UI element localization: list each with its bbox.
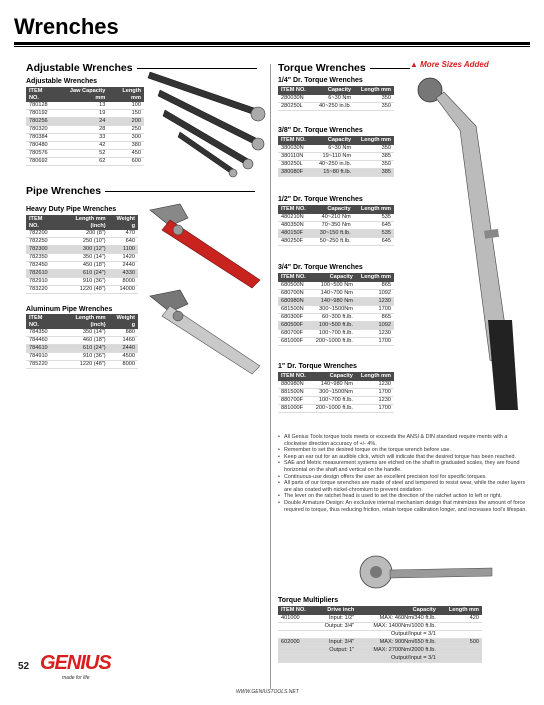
table-cell: 610 (24") [57, 345, 109, 353]
column-header: Capacity [312, 136, 354, 145]
table-cell: 780384 [26, 134, 57, 142]
table-cell: 782910 [26, 278, 57, 286]
torque-heading-text: Torque Wrenches [278, 62, 366, 74]
table-cell: 100~500 Nm [310, 282, 355, 290]
table-cell: 40~250 in.lb. [312, 160, 354, 168]
feature-list [278, 434, 528, 513]
table-cell: 2440 [109, 262, 138, 270]
table-cell: 1700 [356, 337, 394, 345]
table-cell: Output/Input = 3/1 [357, 654, 439, 662]
table-row [26, 254, 138, 262]
table-cell: 782350 [26, 254, 57, 262]
table-header [278, 606, 482, 615]
multiplier-table [278, 606, 482, 663]
table-row [278, 289, 394, 297]
column-header: ITEM NO. [26, 314, 57, 329]
table-row [278, 145, 394, 153]
t12-sub: 1/2" Dr. Torque Wrenches [278, 196, 363, 203]
table-cell: 782450 [26, 262, 57, 270]
feature-item: • All parts of our torque wrenches are made of steel and tempered to resist wear, while the outer layers are also coated with nickel-chromium to prevent oxidation. [278, 480, 528, 493]
table-cell: 40~210 Nm [312, 214, 353, 222]
table-row [26, 230, 138, 238]
column-header: ITEM NO. [278, 86, 312, 95]
table-cell: 350 [354, 160, 394, 168]
table-header [278, 372, 394, 381]
table-cell: 300~1500Nm [310, 388, 355, 396]
table-cell: 24 [57, 118, 109, 126]
table-row [278, 229, 394, 237]
table-row [26, 150, 144, 158]
table-row [26, 158, 144, 166]
table-cell [315, 654, 358, 662]
table-cell: 780692 [26, 158, 57, 166]
column-header: Weight g [109, 314, 138, 329]
adjustable-table [26, 87, 144, 166]
table-cell: MAX: 900Nm/650 ft.lb. [357, 638, 439, 646]
table-cell: 680700F [278, 329, 310, 337]
column-header: Length mm [354, 136, 394, 145]
table-cell: 250 (10") [57, 238, 109, 246]
table-row [278, 321, 394, 329]
table-cell: 150 [108, 110, 144, 118]
table-cell: 500 [439, 638, 482, 646]
table-row [26, 278, 138, 286]
table-cell: 535 [354, 214, 394, 222]
table-row [278, 396, 394, 404]
table-cell: 880980N [278, 381, 310, 389]
table-cell: 681500N [278, 305, 310, 313]
table-cell: 380080F [278, 168, 312, 176]
feature-item: • Remember to set the desired torque on the torque wrench before use. [278, 447, 528, 454]
column-header: Length mm (inch) [57, 314, 109, 329]
column-header: Length mm [354, 86, 394, 95]
column-header: ITEM NO. [278, 606, 315, 615]
table-cell: 1220 (48") [57, 361, 109, 369]
feature-item: • All Genius Tools torque tools meets or exceeds the ANSI & DIN standard require ments with a clockwise direction accuracy of +/- 4%. [278, 434, 528, 447]
column-header: ITEM NO. [278, 205, 312, 214]
table-row [26, 345, 138, 353]
column-header: Capacity [310, 372, 355, 381]
torque-heading [278, 62, 410, 74]
table-cell: 350 [354, 102, 394, 110]
column-header: ITEM NO. [278, 136, 312, 145]
page-number: 52 [18, 661, 30, 672]
table-cell: 460 (18") [57, 337, 109, 345]
table-cell: 1420 [109, 254, 138, 262]
table-cell: 19~110 Nm [312, 152, 354, 160]
table-cell: 30~150 ft.lb. [312, 229, 353, 237]
table-cell: 100~700 ft.lb. [310, 396, 355, 404]
table-cell: 784610 [26, 345, 57, 353]
table-cell: 610 (24") [57, 270, 109, 278]
table-cell: 782200 [26, 230, 57, 238]
table-cell: 600 [108, 158, 144, 166]
table-cell: 350 [354, 95, 394, 103]
table-cell [315, 630, 358, 638]
table-row [26, 118, 144, 126]
table-cell: 910 (36") [57, 353, 109, 361]
table-cell: 300~1500Nm [310, 305, 355, 313]
table-cell: MAX: 2700Nm/2000 ft.lb. [357, 646, 439, 654]
column-header: Capacity [312, 205, 353, 214]
column-header: Weight g [109, 215, 138, 230]
table-cell: 380110N [278, 152, 312, 160]
column-header: ITEM NO. [278, 372, 310, 381]
table-cell: 1700 [356, 305, 394, 313]
torque-34-table [278, 273, 394, 346]
pipe-heading [26, 185, 255, 197]
table-cell: 4330 [109, 270, 138, 278]
table-header [26, 87, 144, 102]
torque-14-table [278, 86, 394, 111]
table-cell: 782300 [26, 246, 57, 254]
table-row [26, 246, 138, 254]
table-row [278, 615, 482, 623]
table-row [278, 630, 482, 638]
column-header: Length mm [439, 606, 482, 615]
table-cell: 602000 [278, 638, 315, 646]
column-header: Capacity [357, 606, 439, 615]
table-cell: 100~700 ft.lb. [310, 329, 355, 337]
table-cell: 1230 [356, 381, 394, 389]
table-row [26, 353, 138, 361]
table-cell: 680500N [278, 282, 310, 290]
column-header: Capacity [312, 86, 354, 95]
table-cell: 6~30 Nm [312, 95, 354, 103]
adjustable-wrench-illustration [140, 60, 270, 180]
column-header: Length mm (inch) [57, 215, 109, 230]
column-header: Capacity [310, 273, 355, 282]
table-header [278, 205, 394, 214]
table-cell: 140~980 Nm [310, 381, 355, 389]
table-cell: 8000 [109, 278, 138, 286]
table-cell: 1092 [356, 289, 394, 297]
table-row [278, 381, 394, 389]
table-cell: 535 [354, 229, 394, 237]
table-row [278, 305, 394, 313]
feature-item: • SAE and Metric measurement systems are etched on the shaft in graduated scales, they are found horizontal on the shaft and vertical on the handle. [278, 460, 528, 473]
table-row [278, 313, 394, 321]
column-header: ITEM NO. [278, 273, 310, 282]
table-cell: Output/Input = 3/1 [357, 630, 439, 638]
table-row [26, 262, 138, 270]
pipe-heading-text: Pipe Wrenches [26, 185, 102, 197]
table-header [278, 136, 394, 145]
aluminum-pipe-wrench-illustration [140, 286, 268, 376]
torque-12-table [278, 205, 394, 246]
column-header: Drive inch [315, 606, 358, 615]
table-row [26, 126, 144, 134]
table-cell: 385 [354, 152, 394, 160]
table-cell: 6~30 Nm [312, 145, 354, 153]
table-row [26, 142, 144, 150]
table-cell: 784460 [26, 337, 57, 345]
table-cell: 350 (14") [57, 254, 109, 262]
table-cell: 28 [57, 126, 109, 134]
table-row [278, 646, 482, 654]
title-rule-thin [14, 46, 530, 47]
table-cell: Output: 3/4" [315, 622, 358, 630]
alu-sub: Aluminum Pipe Wrenches [26, 306, 113, 313]
table-cell: 200~1000 ft.lb. [310, 337, 355, 345]
feature-item: • The lever on the ratchet head is used to set the direction of the ratchet action to left or right. [278, 493, 528, 500]
table-cell: 300 (12") [57, 246, 109, 254]
column-header: ITEM NO. [26, 87, 57, 102]
table-header [26, 215, 138, 230]
feature-item: • Double Armature Design: An exclusive internal mechanism design that minimizes the amount of force required to torque, thus reducing friction, retain torque calibration longer, and increases tool's lifespan. [278, 500, 528, 513]
table-cell: 100~500 ft.lb. [310, 321, 355, 329]
table-cell: MAX: 460Nm/340 ft.lb. [357, 615, 439, 623]
table-cell [278, 654, 315, 662]
table-cell: 140~980 Nm [310, 297, 355, 305]
table-cell: 780192 [26, 110, 57, 118]
table-row [278, 404, 394, 412]
table-cell: 14000 [109, 286, 138, 294]
table-cell: 100 [108, 102, 144, 110]
heading-line [105, 191, 255, 192]
column-header: Jaw Capacity mm [57, 87, 109, 102]
feature-item: • Keep an ear out for an audible click, which will indicate that the desired torque has been reached. [278, 454, 528, 461]
table-cell: 865 [356, 282, 394, 290]
table-cell [278, 622, 315, 630]
table-cell: MAX: 1400Nm/1000 ft.lb. [357, 622, 439, 630]
column-divider [270, 64, 271, 689]
table-cell: Input: 1/2" [315, 615, 358, 623]
table-cell: 350 [354, 145, 394, 153]
table-cell: 200~1000 ft.lb. [310, 404, 355, 412]
table-cell: 780480 [26, 142, 57, 150]
table-cell: 865 [356, 313, 394, 321]
title-rule [14, 42, 530, 45]
table-cell: 380030N [278, 145, 312, 153]
table-row [26, 110, 144, 118]
table-cell: 420 [439, 615, 482, 623]
table-cell: 1230 [356, 396, 394, 404]
table-cell: 681000F [278, 337, 310, 345]
table-cell: 200 [108, 118, 144, 126]
table-cell: 401000 [278, 615, 315, 623]
table-cell: 385 [354, 168, 394, 176]
table-cell: 881000F [278, 404, 310, 412]
page-title: Wrenches [14, 14, 119, 39]
table-cell: 450 (18") [57, 262, 109, 270]
table-cell: 880700F [278, 396, 310, 404]
table-row [278, 168, 394, 176]
table-cell: 480150F [278, 229, 312, 237]
table-row [26, 337, 138, 345]
table-cell: 782610 [26, 270, 57, 278]
table-cell: 680980N [278, 297, 310, 305]
table-cell [439, 654, 482, 662]
table-header [278, 86, 394, 95]
table-cell [278, 646, 315, 654]
table-row [278, 221, 394, 229]
table-row [26, 361, 138, 369]
table-cell: 680700N [278, 289, 310, 297]
table-cell: 785220 [26, 361, 57, 369]
table-cell [439, 646, 482, 654]
tagline: made for life [62, 675, 90, 681]
table-cell: 1092 [356, 321, 394, 329]
more-sizes-note: ▲ More Sizes Added [410, 60, 489, 69]
t1-sub: 1" Dr. Torque Wrenches [278, 363, 357, 370]
column-header: Length mm [108, 87, 144, 102]
table-cell: 350 (14") [57, 329, 109, 337]
table-cell: 15~80 ft.lb. [312, 168, 354, 176]
table-cell: 380250L [278, 160, 312, 168]
mult-sub: Torque Multipliers [278, 597, 339, 604]
table-cell: 1230 [356, 329, 394, 337]
table-cell: 42 [57, 142, 109, 150]
table-row [278, 329, 394, 337]
table-cell: 8000 [109, 361, 138, 369]
table-cell: 784350 [26, 329, 57, 337]
table-cell: 450 [108, 150, 144, 158]
table-cell: 1100 [109, 246, 138, 254]
table-cell: 52 [57, 150, 109, 158]
t38-sub: 3/8" Dr. Torque Wrenches [278, 127, 363, 134]
table-row [278, 237, 394, 245]
t14-sub: 1/4" Dr. Torque Wrenches [278, 77, 363, 84]
table-cell [439, 630, 482, 638]
table-cell: 300 [108, 134, 144, 142]
table-cell: 2440 [109, 345, 138, 353]
table-row [26, 134, 144, 142]
table-cell: 1230 [356, 297, 394, 305]
table-cell: 40~250 in.lb. [312, 102, 354, 110]
table-cell: 645 [354, 221, 394, 229]
table-cell: Output: 1" [315, 646, 358, 654]
table-cell: 780320 [26, 126, 57, 134]
table-cell: 784910 [26, 353, 57, 361]
table-cell: 200 (8") [57, 230, 109, 238]
table-row [278, 638, 482, 646]
adjustable-heading-text: Adjustable Wrenches [26, 62, 133, 74]
table-cell: 1700 [356, 388, 394, 396]
table-row [278, 160, 394, 168]
table-row [278, 654, 482, 662]
table-row [278, 102, 394, 110]
table-cell: 280030N [278, 95, 312, 103]
column-header: ITEM NO. [26, 215, 57, 230]
torque-38-table [278, 136, 394, 177]
table-cell: 780576 [26, 150, 57, 158]
table-cell: 4500 [109, 353, 138, 361]
table-header [278, 273, 394, 282]
table-cell: 62 [57, 158, 109, 166]
table-row [278, 297, 394, 305]
table-row [278, 95, 394, 103]
table-cell: 19 [57, 110, 109, 118]
table-cell: 380 [108, 142, 144, 150]
table-cell: 470 [109, 230, 138, 238]
table-cell: 250 [108, 126, 144, 134]
feature-item: • Continuous-use design offers the user an excellent precision tool for specific torques. [278, 474, 528, 481]
table-row [26, 238, 138, 246]
pipe-table [26, 215, 138, 294]
table-cell: 680300F [278, 313, 310, 321]
table-cell: Input: 3/4" [315, 638, 358, 646]
table-cell: 480210N [278, 214, 312, 222]
table-cell: 782250 [26, 238, 57, 246]
table-cell: 680500F [278, 321, 310, 329]
table-row [278, 214, 394, 222]
table-cell: 881500N [278, 388, 310, 396]
table-row [278, 282, 394, 290]
torque-1-table [278, 372, 394, 413]
table-row [278, 622, 482, 630]
table-cell: 910 (36") [57, 278, 109, 286]
column-header: Length mm [354, 205, 394, 214]
alu-table [26, 314, 138, 369]
table-cell: 1700 [356, 404, 394, 412]
table-cell: 783220 [26, 286, 57, 294]
table-cell: 13 [57, 102, 109, 110]
table-cell: 50~250 ft.lb. [312, 237, 353, 245]
torque-wrench-illustration [400, 70, 540, 420]
table-cell: 280250L [278, 102, 312, 110]
genius-logo: GENIUS [40, 652, 111, 674]
table-row [26, 329, 138, 337]
table-cell: 640 [109, 238, 138, 246]
table-cell: 480350N [278, 221, 312, 229]
table-row [26, 102, 144, 110]
table-row [278, 388, 394, 396]
table-cell: 70~350 Nm [312, 221, 353, 229]
table-cell [278, 630, 315, 638]
heading-line [370, 68, 410, 69]
table-cell: 480250F [278, 237, 312, 245]
table-cell: 645 [354, 237, 394, 245]
table-cell: 780256 [26, 118, 57, 126]
table-row [278, 337, 394, 345]
table-cell: 780128 [26, 102, 57, 110]
table-row [26, 270, 138, 278]
website-url: WWW.GENIUSTOOLS.NET [236, 689, 299, 695]
table-cell: 33 [57, 134, 109, 142]
adjustable-sub: Adjustable Wrenches [26, 78, 98, 85]
t34-sub: 3/4" Dr. Torque Wrenches [278, 264, 363, 271]
pipe-sub: Heavy Duty Pipe Wrenches [26, 206, 117, 213]
table-cell: 140~700 Nm [310, 289, 355, 297]
column-header: Length mm [356, 372, 394, 381]
table-cell: 1220 (48") [57, 286, 109, 294]
table-row [278, 152, 394, 160]
table-header [26, 314, 138, 329]
table-cell [439, 622, 482, 630]
table-cell: 880 [109, 329, 138, 337]
torque-multiplier-illustration [352, 548, 502, 598]
column-header: Length mm [356, 273, 394, 282]
table-row [26, 286, 138, 294]
red-pipe-wrench-illustration [140, 200, 268, 290]
table-cell: 1460 [109, 337, 138, 345]
table-cell: 60~300 ft.lb. [310, 313, 355, 321]
